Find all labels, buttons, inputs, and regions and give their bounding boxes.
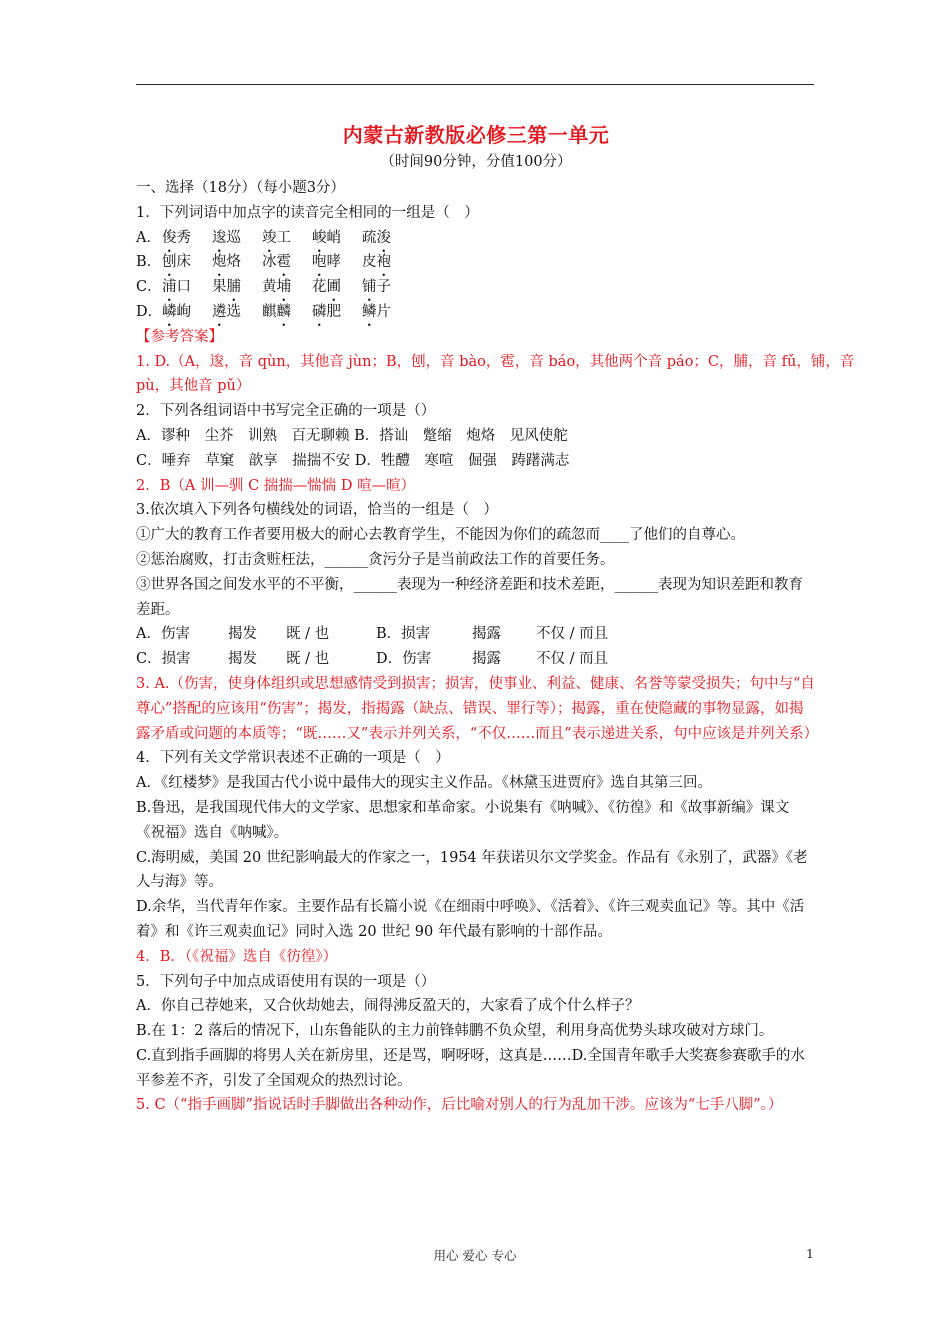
q2-options-ab: A．谬种 尘芥 训熟 百无聊赖 B．搭讪 蹩缩 炮烙 见风使舵 <box>136 427 568 444</box>
word: 俊秀 <box>162 229 191 246</box>
choice-cell: 既 / 也 <box>286 651 330 668</box>
q1-option-a <box>136 226 816 251</box>
option-label: A． <box>136 229 161 246</box>
q1-answer-line-1: 1. D.（A，逡，音 qùn，其他音 jùn；B，刨，音 bào，雹，音 báo，其他两个音 páo；C，脯，音 fǔ，铺，音 <box>136 353 855 370</box>
page-number: 1 <box>806 1246 814 1261</box>
page-title: 内蒙古新教版必修三第一单元 <box>342 123 610 147</box>
word: 咆哮 <box>312 254 341 271</box>
choice-cell: 揭露 <box>472 626 501 643</box>
q4-answer: 4．B．（《祝福》选自《彷徨》） <box>136 948 338 965</box>
choice-cell: 不仅 / 而且 <box>536 626 609 643</box>
word: 麒麟 <box>262 303 291 320</box>
page-content <box>136 120 855 1118</box>
word: 黄埔 <box>262 279 291 296</box>
word: 鳞片 <box>362 303 391 320</box>
word: 浦口 <box>162 279 191 296</box>
word: 刨床 <box>162 254 191 271</box>
q1-option-b <box>136 250 816 275</box>
word: 逡巡 <box>212 229 241 246</box>
q3-sentence-2: ②惩治腐败，打击贪赃枉法，______贪污分子是当前政法工作的首要任务。 <box>136 551 615 568</box>
q3-choices-row-1 <box>136 622 816 647</box>
q1-stem: 1．下列词语中加点字的读音完全相同的一组是（ ） <box>136 204 479 221</box>
q1-option-d <box>136 300 816 325</box>
word: 嶙峋 <box>162 303 191 320</box>
word: 磷肥 <box>312 303 341 320</box>
q5-stem: 5．下列句子中加点成语使用有误的一项是（） <box>136 973 436 990</box>
word: 冰雹 <box>262 254 291 271</box>
choice-cell: A．伤害 <box>136 626 190 643</box>
choice-cell: 揭发 <box>228 651 257 668</box>
q5-option-b: B.在 1：2 落后的情况下，山东鲁能队的主力前锋韩鹏不负众望，利用身高优势头球攻破对方球门。 <box>136 1023 774 1040</box>
page-subtitle: （时间90分钟，分值100分） <box>380 154 572 170</box>
option-label: B． <box>136 254 162 271</box>
page-footer: 用心 爱心 专心 <box>433 1248 517 1263</box>
q5-option-a: A．你自己荐她来，又合伙劫她去，闹得沸反盈天的，大家看了成个什么样子？ <box>136 998 640 1015</box>
word: 峻峭 <box>312 229 341 246</box>
choice-cell: 既 / 也 <box>286 626 330 643</box>
q1-answer-line-2: pù，其他音 pǔ） <box>136 378 251 395</box>
choice-cell: 不仅 / 而且 <box>536 651 609 668</box>
q5-option-cd: C.直到指手画脚的将男人关在新房里，还是骂，啊呀呀，这真是……D.全国青年歌手大奖赛参赛歌手的水平参差不齐，引发了全国观众的热烈讨论。 <box>136 1047 805 1089</box>
word: 铺子 <box>362 279 391 296</box>
q2-answer: 2．B（A 训—驯 C 揣揣—惴惴 D 喧—暄） <box>136 477 416 494</box>
choice-cell: 揭露 <box>472 651 501 668</box>
q2-stem: 2．下列各组词语中书写完全正确的一项是（） <box>136 403 436 420</box>
choice-cell: D．伤害 <box>376 651 432 668</box>
q3-choices-row-2 <box>136 647 816 672</box>
q3-sentence-1: ①广大的教育工作者要用极大的耐心去教育学生，不能因为你们的疏忽而____了他们的自尊心。 <box>136 527 745 544</box>
choice-cell: 揭发 <box>228 626 257 643</box>
option-label: D． <box>136 303 163 320</box>
word: 花圃 <box>312 279 341 296</box>
q4-stem: 4．下列有关文学常识表述不正确的一项是（ ） <box>136 750 450 767</box>
q4-option-c: C.海明威，美国 20 世纪影响最大的作家之一，1954 年获诺贝尔文学奖金。作品有《永别了，武器》《老人与海》等。 <box>136 849 808 891</box>
q4-option-d: D.余华，当代青年作家。主要作品有长篇小说《在细雨中呼唤》、《活着》、《许三观卖血记》等。其中《活着》和《许三观卖血记》同时入选 20 世纪 90 年代最有影响的十部作品。 <box>136 899 805 940</box>
choice-cell: C．损害 <box>136 651 191 668</box>
reference-answer-heading: 【参考答案】 <box>136 328 223 345</box>
word: 炮烙 <box>212 254 241 271</box>
word: 果脯 <box>212 279 241 296</box>
q3-sentence-3: ③世界各国之间发水平的不平衡，______表现为一种经济差距和技术差距，______表现为知识差距和教育差距。 <box>136 576 803 618</box>
q4-option-b: B.鲁迅，是我国现代伟大的文学家、思想家和革命家。小说集有《呐喊》、《彷徨》和《故事新编》课文《祝福》选自《呐喊》。 <box>136 799 790 841</box>
word: 竣工 <box>262 229 291 246</box>
word: 疏浚 <box>362 229 391 246</box>
word: 遴选 <box>212 303 241 320</box>
word: 皮袍 <box>362 254 391 271</box>
q4-option-a: A．《红楼梦》是我国古代小说中最伟大的现实主义作品。《林黛玉进贾府》选自其第三回。 <box>136 775 712 792</box>
choice-cell: B．损害 <box>376 626 431 643</box>
q2-options-cd: C．唾弃 草窠 歆享 揣揣不安 D．牲醴 寒喧 倔强 踌躇满志 <box>136 452 570 469</box>
q3-stem: 3.依次填入下列各句横线处的词语，恰当的一组是（ ） <box>136 502 498 519</box>
q1-option-c <box>136 275 816 300</box>
q5-answer: 5. C（“指手画脚”指说话时手脚做出各种动作，后比喻对别人的行为乱加干涉。应该为“七手八脚”。） <box>136 1097 783 1114</box>
option-label: C． <box>136 279 162 296</box>
header-rule <box>136 84 814 85</box>
q3-answer: 3. A.（伤害，使身体组织或思想感情受到损害；损害，使事业、利益、健康、名誉等蒙受损失；句中与“自尊心”搭配的应该用“伤害”；揭发，指揭露（缺点、错误、罪行等）；揭露，重在使隐藏的事物显露，如揭露矛盾或问题的本质等；“既……又”表示并列关系，“不仅……而且”表示递进关系，句中应该是并列关系） <box>136 675 819 742</box>
section-heading: 一、选择（18分）（每小题3分） <box>136 180 345 196</box>
